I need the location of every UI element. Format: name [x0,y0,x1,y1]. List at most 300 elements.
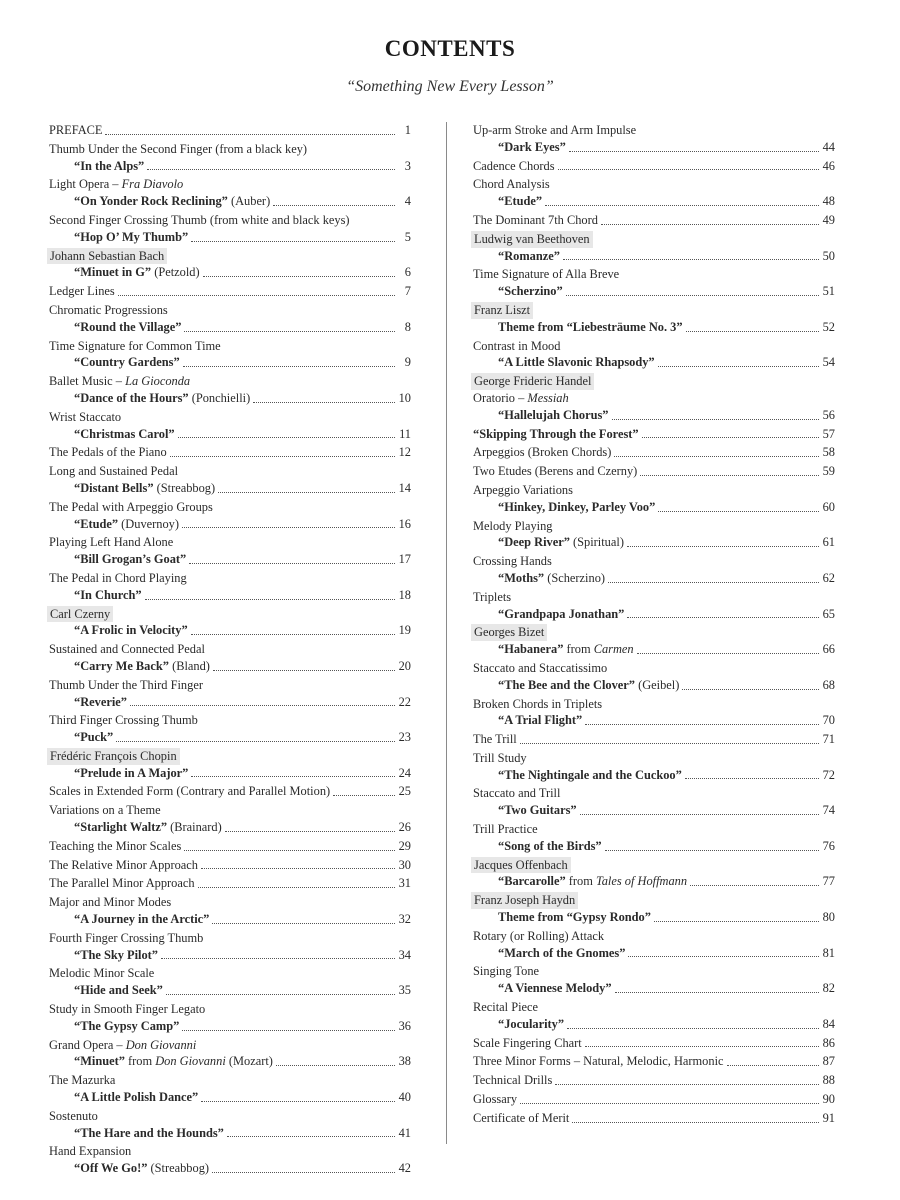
toc-piece-line [473,193,835,210]
entry-text: The Dominant 7th Chord [473,212,598,227]
work-title-italic: Don Giovanni [125,1037,197,1052]
dot-leader [201,1100,395,1102]
entry-text: Grand Opera – [49,1037,126,1052]
toc-composer-line [49,248,411,265]
toc-entry-text [74,587,142,604]
entry-text: from [563,642,594,657]
dot-leader [166,993,395,995]
toc-entry [49,122,411,139]
entry-text: Fourth Finger Crossing Thumb [49,930,204,945]
toc-entry-text [473,750,527,767]
toc-entry-text [74,158,144,175]
toc-topic-line [473,750,835,767]
piece-title: “Etude” [74,516,119,531]
toc-entry-text [471,857,571,874]
toc-piece-line [49,551,411,568]
toc-entry-text [473,266,619,283]
entry-text: Variations on a Theme [49,803,161,818]
toc-entry [49,499,411,533]
toc-entry-text [473,660,607,677]
dot-leader [203,275,395,277]
toc-entry-text [49,176,183,193]
piece-title: “Two Guitars” [498,803,577,818]
page-number: 31 [398,876,411,891]
entry-text: (Scherzino) [544,570,606,585]
toc-topic-line [473,821,835,838]
page-number: 74 [822,803,835,818]
toc-topic-line [473,553,835,570]
page-number: 61 [822,535,835,550]
page-number: 18 [398,587,411,602]
page-number: 4 [404,194,411,209]
toc-entry-text [49,283,115,300]
column-divider [446,122,447,1144]
toc-piece-line [473,499,835,516]
toc-entry-text [49,373,190,390]
toc-entry-text [498,802,577,819]
toc-topic-line [473,696,835,713]
toc-topic-line [473,444,835,461]
toc-topic-line [473,999,835,1016]
toc-entry-text [74,729,113,746]
toc-entry-text [498,838,602,855]
toc-entry-text [49,677,203,694]
toc-entry-text [49,141,307,158]
toc-piece-line [49,319,411,336]
entry-text: Time Signature for Common Time [49,338,221,353]
piece-title: “Puck” [74,730,114,745]
dot-leader [614,455,819,457]
entry-text: Staccato and Staccatissimo [473,660,608,675]
page-number: 70 [822,713,835,728]
entry-text: Study in Smooth Finger Legato [49,1002,206,1017]
toc-entry [473,731,835,748]
piece-title: “A Frolic in Velocity” [74,623,188,638]
page-number: 7 [404,284,411,299]
toc-entry [49,857,411,874]
toc-piece-line [473,248,835,265]
piece-title: “Country Gardens” [74,355,180,370]
page-number: 50 [822,248,835,263]
dot-leader [580,813,819,815]
toc-entry-text [49,712,198,729]
toc-entry-text [74,1125,224,1142]
piece-title: “The Hare and the Hounds” [74,1125,224,1140]
page-number: 68 [822,677,835,692]
entry-text: Wrist Staccato [49,409,122,424]
page-title: CONTENTS [384,36,516,61]
toc-entry [473,857,835,891]
entry-text: Ballet Music – [49,374,126,389]
toc-entry-text [49,1001,205,1018]
entry-text: Two Etudes (Berens and Czerny) [473,464,638,479]
dot-leader [225,830,395,832]
toc-entry [473,553,835,587]
toc-piece-line [49,982,411,999]
toc-entry-text [49,1037,196,1054]
toc-entry [49,570,411,604]
page-number: 51 [822,284,835,299]
toc-piece-line [49,765,411,782]
toc-entry-text [498,283,563,300]
toc-entry-text [473,785,560,802]
toc-piece-line [473,641,835,658]
toc-entry-text [74,1089,198,1106]
toc-entry [473,444,835,461]
toc-entry [49,141,411,175]
toc-piece-line [473,1016,835,1033]
toc-entry [49,302,411,336]
dot-leader [572,1121,819,1123]
work-title-italic: Messiah [527,390,569,405]
toc-topic-line [49,463,411,480]
piece-title: “Song of the Birds” [498,838,602,853]
dot-leader [191,633,395,635]
toc-entry [473,426,835,443]
toc-topic-line [473,482,835,499]
piece-title: “A Little Slavonic Rhapsody” [498,355,655,370]
page-number: 60 [822,499,835,514]
toc-topic-line [49,783,411,800]
toc-piece-line [49,516,411,533]
toc-entry-text [74,193,270,210]
page-number: 8 [404,319,411,334]
entry-text: Franz Liszt [474,302,531,317]
toc-topic-line [49,802,411,819]
toc-entry [473,1053,835,1070]
toc-entry-text [74,765,188,782]
piece-title: “Hide and Seek” [74,983,163,998]
toc-piece-line [473,677,835,694]
page-number: 19 [398,623,411,638]
entry-text: (Mozart) [225,1054,273,1069]
piece-title: Theme from “Liebesträume No. 3” [498,319,683,334]
piece-title: “Reverie” [74,694,127,709]
toc-entry-text [498,712,582,729]
entry-text: Frédéric François Chopin [50,748,177,763]
toc-entry [49,1001,411,1035]
piece-title: “Carry Me Back” [74,658,169,673]
entry-text: The Trill [473,732,517,747]
page-number: 20 [398,658,411,673]
entry-text: Long and Sustained Pedal [49,464,179,479]
dot-leader [520,1102,819,1104]
toc-entry [49,1108,411,1142]
dot-leader [601,223,819,225]
dot-leader [116,740,395,742]
toc-entry-text [471,624,547,641]
toc-entry [473,1091,835,1108]
toc-piece-line [49,426,411,443]
toc-topic-line [49,1037,411,1054]
toc-entry-text [473,1035,582,1052]
toc-entry [473,518,835,552]
page-number: 29 [398,838,411,853]
toc-piece-line [49,947,411,964]
piece-title: “On Yonder Rock Reclining” [74,194,228,209]
toc-topic-line [49,499,411,516]
piece-title: “March of the Gnomes” [498,945,626,960]
toc-entry [473,660,835,694]
dot-leader [727,1064,819,1066]
page-number: 38 [398,1054,411,1069]
toc-entry-text [74,354,180,371]
toc-entry [473,1035,835,1052]
dot-leader [555,1083,819,1085]
toc-topic-line [49,283,411,300]
work-title-italic: Fra Diavolo [121,177,184,192]
entry-text: Arpeggios (Broken Chords) [473,445,612,460]
dot-leader [170,455,395,457]
page-number: 90 [822,1092,835,1107]
piece-title: “In Church” [74,587,142,602]
toc-entry-text [473,589,511,606]
page-number: 82 [822,981,835,996]
toc-entry [473,463,835,480]
dot-leader [191,240,395,242]
dot-leader [690,884,819,886]
toc-entry [49,212,411,246]
toc-piece-line [49,480,411,497]
page-number: 32 [398,912,411,927]
toc-entry-text [471,373,594,390]
dot-leader [567,1027,819,1029]
toc-entry-text [74,426,175,443]
entry-text: The Relative Minor Approach [49,857,198,872]
toc-entry-text [47,606,113,623]
toc-topic-line [49,1108,411,1125]
toc-entry [473,176,835,210]
entry-text: Cadence Chords [473,158,555,173]
toc-topic-line [49,677,411,694]
page-number: 86 [822,1035,835,1050]
toc-topic-line [473,928,835,945]
dot-leader [161,957,395,959]
page-number: 16 [398,516,411,531]
toc-topic-line [49,1072,411,1089]
toc-column-left [49,120,411,1177]
page-number: 71 [822,732,835,747]
toc-entry-text [498,319,683,336]
toc-piece-line [473,838,835,855]
toc-entry [49,176,411,210]
toc-entry-text [49,802,161,819]
toc-entry [49,677,411,711]
toc-topic-line [49,338,411,355]
toc-entry [49,838,411,855]
toc-entry [49,875,411,892]
toc-entry-text [49,122,102,139]
toc-entry-text [49,499,213,516]
toc-entry [473,302,835,336]
dot-leader [182,1029,395,1031]
toc-entry-text [49,212,350,229]
dot-leader [612,418,820,420]
entry-text: Trill Practice [473,822,538,837]
toc-entry [473,892,835,926]
toc-entry-text [473,338,560,355]
toc-entry [473,999,835,1033]
toc-piece-line [473,407,835,424]
piece-title: “The Nightingale and the Cuckoo” [498,767,682,782]
piece-title: “Hop O’ My Thumb” [74,229,189,244]
piece-title: “A Viennese Melody” [498,981,612,996]
entry-text: The Pedals of the Piano [49,445,167,460]
toc-topic-line [49,212,411,229]
toc-entry-text [49,857,198,874]
toc-entry-text [49,930,203,947]
page-number: 65 [822,606,835,621]
toc-entry-text [498,499,655,516]
work-title-italic: La Gioconda [125,374,191,389]
toc-topic-line [473,212,835,229]
dot-leader [182,526,395,528]
piece-title: “A Journey in the Arctic” [74,912,210,927]
piece-title: “A Little Polish Dance” [74,1090,199,1105]
page-number: 91 [822,1110,835,1125]
work-title-italic: Don Giovanni [155,1054,226,1069]
toc-entry-text [473,176,550,193]
toc-entry-text [473,1072,552,1089]
piece-title: “Minuet” [74,1054,125,1069]
dot-leader [213,669,395,671]
toc-piece-line [49,229,411,246]
toc-entry-text [49,570,187,587]
page-number: 1 [404,123,411,137]
toc-entry [49,748,411,782]
toc-piece-line [473,873,835,890]
entry-text: Teaching the Minor Scales [49,838,182,853]
toc-topic-line [473,963,835,980]
toc-topic-line [473,1110,835,1127]
entry-text: PREFACE [49,123,103,137]
toc-entry [49,641,411,675]
page-number: 80 [822,910,835,925]
entry-text: Thumb Under the Third Finger [49,677,203,692]
toc-entry-text [74,658,210,675]
toc-piece-line [473,980,835,997]
toc-entry [49,444,411,461]
dot-leader [627,545,819,547]
toc-topic-line [49,122,411,139]
toc-entry-text [49,1108,98,1125]
toc-piece-line [49,819,411,836]
dot-leader [585,1045,819,1047]
page-number: 22 [398,694,411,709]
dot-leader [654,920,819,922]
piece-title: “Etude” [498,194,543,209]
toc-entry-text [473,426,639,443]
toc-topic-line [49,641,411,658]
piece-title: “Prelude in A Major” [74,765,189,780]
piece-title: “Deep River” [498,535,570,550]
toc-entry-text [498,534,624,551]
toc-composer-line [473,892,835,909]
dot-leader [273,204,395,206]
toc-entry-text [473,122,636,139]
page-number: 42 [398,1161,411,1176]
page-number: 25 [398,784,411,799]
piece-title: “Hinkey, Dinkey, Parley Voo” [498,499,656,514]
page-number: 11 [399,426,411,441]
entry-text: Playing Left Hand Alone [49,535,174,550]
toc-entry-text [473,390,569,407]
toc-composer-line [49,606,411,623]
entry-text: Certificate of Merit [473,1110,570,1125]
dot-leader [628,955,819,957]
toc-entry-text [473,463,637,480]
entry-text: Sustained and Connected Pedal [49,642,205,657]
toc-entry-text [49,302,168,319]
toc-entry [49,802,411,836]
toc-piece-line [49,390,411,407]
toc-entry [49,338,411,372]
toc-entry [473,750,835,784]
toc-topic-line [49,894,411,911]
toc-entry-text [498,945,625,962]
dot-leader [566,294,819,296]
toc-piece-line [473,802,835,819]
entry-text: The Parallel Minor Approach [49,876,195,891]
toc-entry [49,409,411,443]
page-number: 44 [822,139,835,154]
toc-topic-line [49,712,411,729]
toc-entry-text [498,139,566,156]
entry-text: Staccato and Trill [473,786,561,801]
toc-piece-line [49,729,411,746]
toc-topic-line [473,122,835,139]
piece-title: “Skipping Through the Forest” [473,426,639,441]
work-title-italic: Tales of Hoffmann [595,874,688,889]
entry-text: Scale Fingering Chart [473,1035,582,1050]
toc-piece-line [49,1053,411,1070]
toc-entry-text [49,894,171,911]
entry-text: Singing Tone [473,964,540,979]
piece-title: “Distant Bells” [74,480,154,495]
entry-text: Triplets [473,589,512,604]
toc-topic-line [49,373,411,390]
entry-text: Ledger Lines [49,284,115,299]
piece-title: “Christmas Carol” [74,426,175,441]
toc-entry-text [471,231,593,248]
page-number: 66 [822,642,835,657]
toc-topic-line [49,570,411,587]
toc-entry-text [49,463,178,480]
toc-entry-text [473,696,602,713]
toc-entry-text [498,1016,564,1033]
page-number: 76 [822,838,835,853]
toc-entry-text [49,1143,131,1160]
piece-title: “Round the Village” [74,319,182,334]
toc-topic-line [473,158,835,175]
toc-composer-line [473,373,835,390]
entry-text: (Streabbog) [153,480,216,495]
dot-leader [253,401,395,403]
toc-topic-line [473,426,835,443]
entry-text: The Pedal in Chord Playing [49,570,187,585]
toc-topic-line [49,930,411,947]
toc-entry-text [49,534,173,551]
toc-entry [49,712,411,746]
work-title-italic: Carmen [593,642,634,657]
toc-entry-text [498,873,687,890]
toc-topic-line [473,338,835,355]
dot-leader [685,777,819,779]
dot-leader [585,723,819,725]
entry-text: Jacques Offenbach [474,857,568,872]
toc-entry-text [74,911,209,928]
dot-leader [658,365,819,367]
